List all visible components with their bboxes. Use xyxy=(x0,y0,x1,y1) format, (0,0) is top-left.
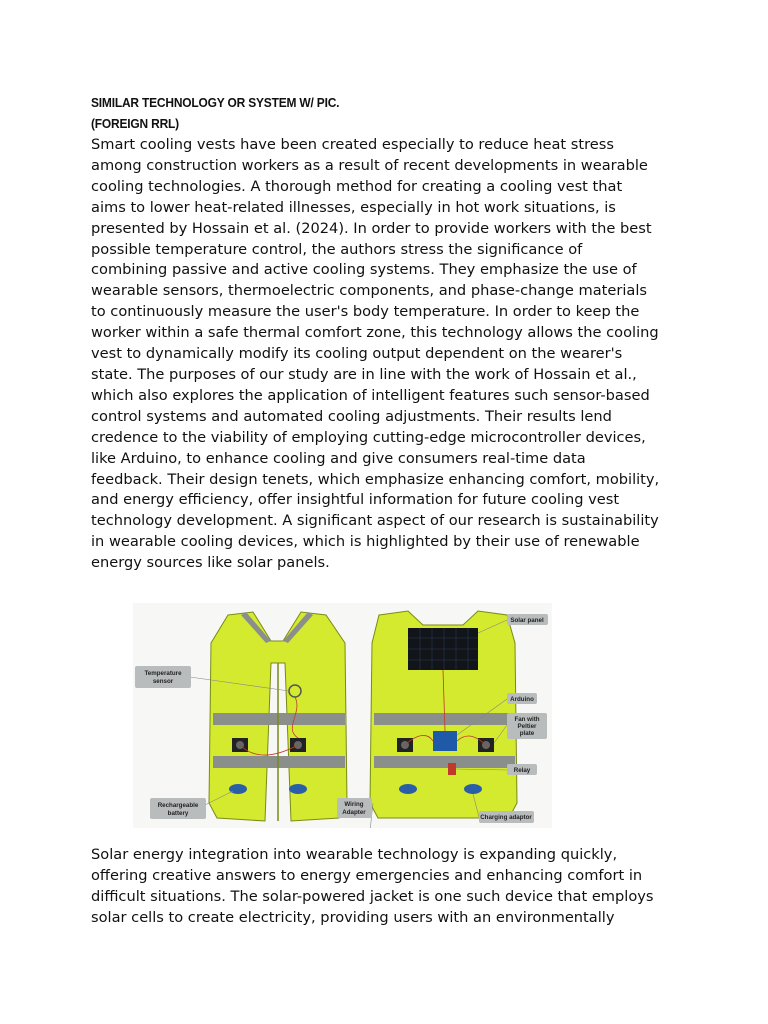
svg-text:Peltier: Peltier xyxy=(517,723,537,730)
label-relay xyxy=(507,764,537,775)
text-line: among construction workers as a result of recent developments in wearable xyxy=(91,156,648,174)
text-line: control systems and automated cooling adjustments. Their results lend xyxy=(91,407,612,425)
text-line: offering creative answers to energy emergencies and enhancing comfort in xyxy=(91,866,643,884)
svg-text:Arduino: Arduino xyxy=(510,696,534,703)
svg-text:battery: battery xyxy=(167,810,189,817)
text-line: and energy efficiency, offer insightful information for future cooling vest xyxy=(91,491,620,509)
section-subheading: (FOREIGN RRL) xyxy=(91,116,179,131)
svg-text:Adapter: Adapter xyxy=(342,809,366,816)
text-line: presented by Hossain et al. (2024). In order to provide workers with the best xyxy=(91,219,652,237)
text-line: Smart cooling vests have been created especially to reduce heat stress xyxy=(91,136,614,153)
svg-text:Solar panel: Solar panel xyxy=(510,617,544,624)
body-paragraph-1 xyxy=(91,135,691,574)
svg-text:Relay: Relay xyxy=(513,767,531,774)
arduino-icon xyxy=(433,731,457,751)
label-charging-adaptor xyxy=(479,811,534,823)
text-line: solar cells to create electricity, providing users with an environmentally xyxy=(91,908,615,926)
battery-icon xyxy=(229,784,247,794)
label-rechargeable-battery xyxy=(150,798,206,819)
label-wiring-adapter xyxy=(337,798,372,818)
label-fan-peltier xyxy=(507,713,547,739)
vest-diagram xyxy=(133,603,552,828)
text-line: state. The purposes of our study are in line with the work of Hossain et al., xyxy=(91,365,637,383)
text-line: vest to dynamically modify its cooling output dependent on the wearer's xyxy=(91,345,623,363)
text-line: Solar energy integration into wearable technology is expanding quickly, xyxy=(91,846,618,863)
battery-icon xyxy=(289,784,307,794)
svg-text:Temperature: Temperature xyxy=(144,670,182,677)
text-line: difficult situations. The solar-powered jacket is one such device that employs xyxy=(91,887,654,905)
battery-icon xyxy=(399,784,417,794)
text-line: in wearable cooling devices, which is highlighted by their use of renewable xyxy=(91,533,640,551)
text-line: like Arduino, to enhance cooling and give consumers real-time data xyxy=(91,449,586,467)
text-line: combining passive and active cooling systems. They emphasize the use of xyxy=(91,261,637,279)
text-line: credence to the viability of employing cutting-edge microcontroller devices, xyxy=(91,428,646,446)
label-solar-panel xyxy=(507,614,548,625)
text-line: cooling technologies. A thorough method for creating a cooling vest that xyxy=(91,177,623,195)
front-vest xyxy=(209,612,347,821)
label-arduino xyxy=(507,693,537,704)
cooling-vest-figure xyxy=(133,603,552,828)
text-line: technology development. A significant aspect of our research is sustainability xyxy=(91,512,659,530)
back-vest xyxy=(370,611,517,818)
svg-text:plate: plate xyxy=(519,730,535,737)
body-paragraph-2 xyxy=(91,845,691,929)
section-heading: SIMILAR TECHNOLOGY OR SYSTEM W/ PIC. xyxy=(91,95,340,110)
svg-text:Charging adaptor: Charging adaptor xyxy=(480,814,532,821)
svg-text:sensor: sensor xyxy=(152,678,174,685)
svg-text:Fan with: Fan with xyxy=(514,716,540,723)
text-line: to continuously measure the user's body temperature. In order to keep the xyxy=(91,303,640,321)
relay-icon xyxy=(448,763,456,775)
text-line: aims to lower heat-related illnesses, especially in hot work situations, is xyxy=(91,198,616,216)
battery-icon xyxy=(464,784,482,794)
label-temperature-sensor xyxy=(135,666,191,688)
text-line: energy sources like solar panels. xyxy=(91,554,330,572)
text-line: wearable sensors, thermoelectric components, and phase-change materials xyxy=(91,282,647,300)
svg-text:Wiring: Wiring xyxy=(344,801,364,808)
svg-text:Rechargeable: Rechargeable xyxy=(157,802,199,809)
text-line: possible temperature control, the authors stress the significance of xyxy=(91,240,583,258)
text-line: feedback. Their design tenets, which emphasize enhancing comfort, mobility, xyxy=(91,470,660,488)
text-line: which also explores the application of intelligent features such sensor-based xyxy=(91,386,650,404)
text-line: worker within a safe thermal comfort zone, this technology allows the cooling xyxy=(91,324,659,342)
